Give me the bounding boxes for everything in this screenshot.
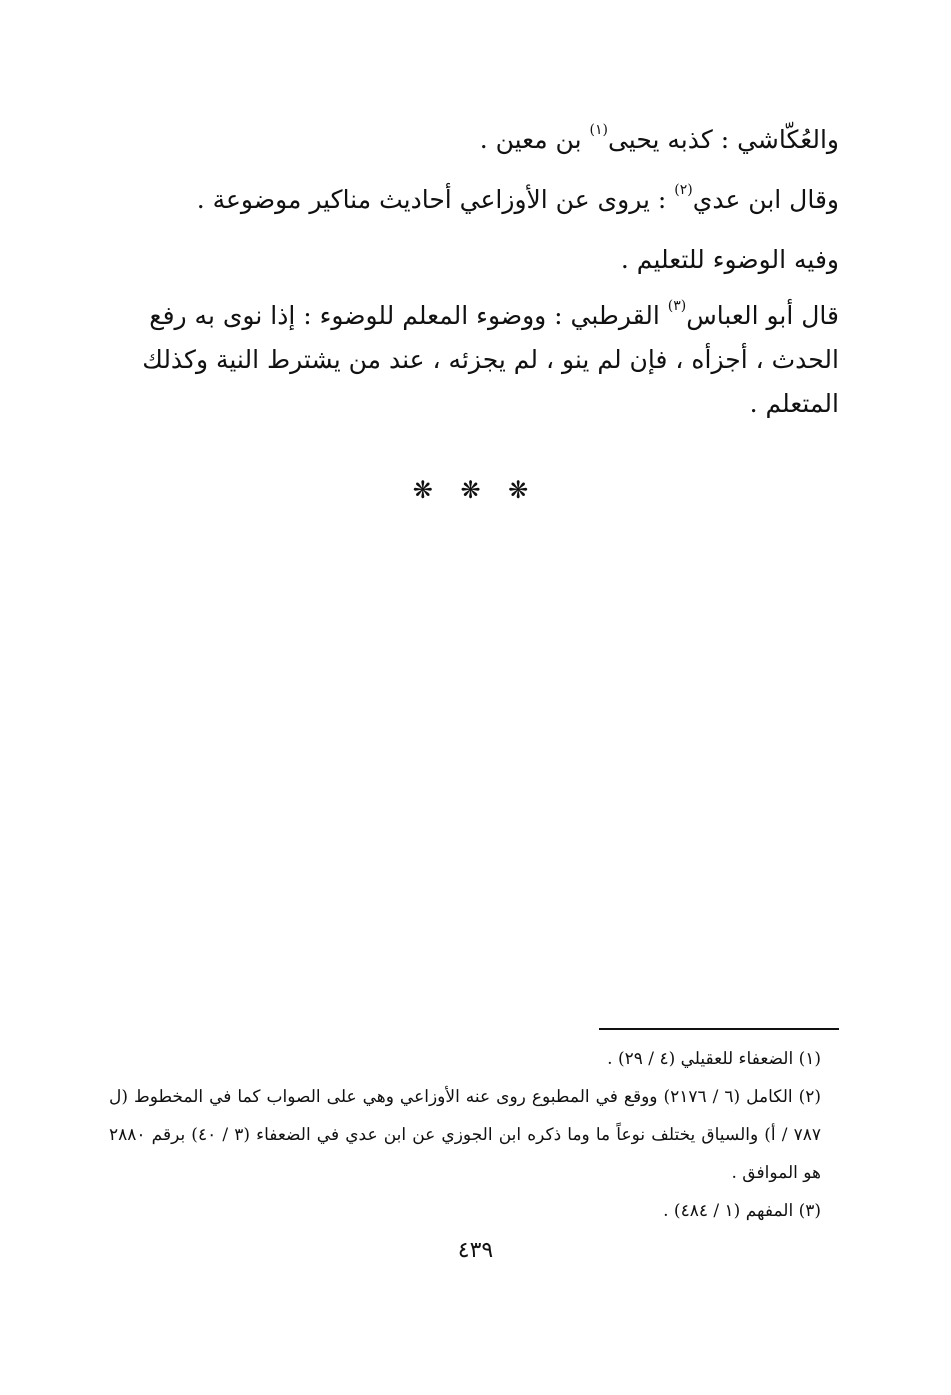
footnote-marker-2[interactable]: (٢) [674,182,693,198]
paragraph-akkashi-text: والعُكّاشي : كذبه يحيى [607,125,839,154]
paragraph-ibn-adi [109,170,839,230]
footnote-divider [599,1028,839,1030]
section-separator: ❋ ❋ ❋ [412,476,539,504]
footnote-1: (١) الضعفاء للعقيلي (٤ / ٢٩) . [607,1049,821,1069]
footnote-2: (٢) الكامل (٦ / ٢١٧٦) ووقع في المطبوع روى عنه الأوزاعي وهي على الصواب كما في المخطوط (ل ٧٨٧ / أ) والسياق يختلف نوعاً ما وما ذكره ابن الجوزي عن ابن عدي في الضعفاء (٣ / ٤٠) برقم ٢٨٨٠ هو الموافق . [109,1087,822,1183]
paragraph-akkashi-text-end: بن معين . [479,125,590,154]
paragraph-akkashi [109,110,839,170]
footnote-3: (٣) المفهم (١ / ٤٨٤) . [663,1201,821,1221]
paragraph-wudu-taalim: وفيه الوضوء للتعليم . [620,245,839,274]
paragraph-qurtubi-text-end: القرطبي : ووضوء المعلم للوضوء : إذا نوى به رفع الحدث ، أجزأه ، فإن لم ينو ، لم يجزئه ، عند من يشترط النية وكذلك المتعلم . [142,301,839,418]
paragraph-qurtubi [109,294,839,426]
page-number: ٤٣٩ [457,1238,494,1263]
paragraph-ibn-adi-text: وقال ابن عدي [692,185,839,214]
paragraph-ibn-adi-text-end: : يروى عن الأوزاعي أحاديث مناكير موضوعة . [196,185,675,214]
footnotes [109,1040,839,1230]
footnote-marker-1[interactable]: (١) [589,122,608,138]
main-text [109,110,839,426]
paragraph-qurtubi-text: قال أبو العباس [686,301,839,330]
footnote-marker-3[interactable]: (٣) [667,298,687,314]
